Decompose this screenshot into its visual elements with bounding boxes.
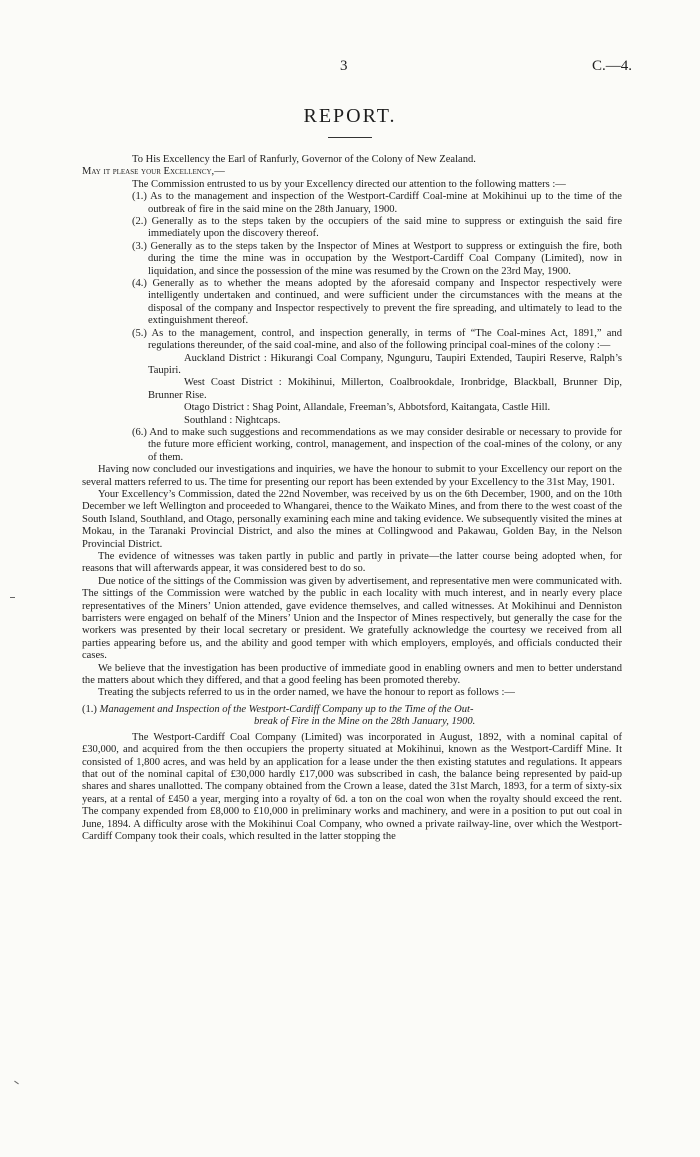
body-paragraph: The Westport-Cardiff Coal Company (Limited) was incorporated in August, 1892, with a nominal capital of £30,000, and acquired from the then occupiers the property situated at Mokihinui, known as the Westport-Cardiff Mine. It consisted of 1,800 acres, and was held by an application for a lease under the then existing statutes and regulations. It appears that out of the nominal capital of £30,000 hardly £17,000 was subscribed in cash, the balance being represented by paid-up shares and shares unallotted. The company obtained from the Crown a lease, dated the 31st March, 1893, for a term of sixty-six years, at a rental of £450 a year, merging into a royalty of 6d. a ton on the coal won when the royalty should exceed the rent. The company expended from £8,000 to £10,000 in preliminary works and machinery, and were in a position to put out coal in June, 1894. A difficulty arose with the Mokihinui Coal Company, who owned a private railway-line, over which the Westport-Cardiff Company took their coals, which resulted in the latter stopping the	[82, 731, 622, 842]
report-body	[82, 154, 622, 843]
matter-item: (3.) Generally as to the steps taken by the Inspector of Mines at Westport to suppress or extinguish the fire, both during the time the mine was in occupation by the Westport-Cardiff Coal Company (Limited), now in liquidation, and since the possession of the mine was resumed by the Crown on the 23rd May, 1900.	[132, 240, 622, 277]
body-paragraph: Your Excellency’s Commission, dated the 22nd November, was received by us on the 6th December, 1900, and on the 10th December we left Wellington and proceeded to Whangarei, thence to the Waikato Mines, and from there to the west coast of the South Island, Southland, and Otago, personally examining each mine and taking evidence. We subsequently visited the mines at Mokau, in the Taranaki Provincial District, and also the mines at Collingwood and Pakawau, Golden Bay, in the Nelson Provincial District.	[82, 488, 622, 550]
section-heading-line: Management and Inspection of the Westport-Cardiff Company up to the Time of the Out-	[99, 703, 474, 715]
body-paragraph: Due notice of the sittings of the Commission was given by advertisement, and representative men were communicated with. The sittings of the Commission were watched by the public in each locality with much interest, and in nearly every place representatives of the Miners’ Union attended, gave evidence themselves, and called witnesses. At Mokihinui and Denniston barristers were engaged on behalf of the Miners’ Union and the Inspector of Mines respectively, but generally the case for the workers was presented by their local secretary or president. We gratefully acknowledge the courtesy we received from all parties appearing before us, and the ability and good temper with which employers, employés, and officials conducted their cases.	[82, 575, 622, 662]
body-paragraph: Having now concluded our investigations and inquiries, we have the honour to submit to your Excellency our report on the several matters referred to us. The time for presenting our report has been extended by your Excellency to the 31st May, 1901.	[82, 464, 622, 488]
scan-mark	[10, 597, 15, 598]
district-list-item: Southland : Nightcaps.	[184, 414, 281, 426]
matter-item: (4.) Generally as to whether the means adopted by the aforesaid company and Inspector respectively were intelligently undertaken and continued, and were sufficient under the circumstances with the means at the disposal of the company and Inspector respectively to prevent the fire spreading, and ultimately to lead to the extinguishment thereof.	[132, 278, 622, 327]
page-title: REPORT.	[303, 105, 397, 127]
body-paragraph: Treating the subjects referred to us in the order named, we have the honour to report as follows :—	[98, 687, 515, 699]
title-rule	[328, 137, 372, 138]
page-number: 3	[340, 58, 348, 74]
matter-item: (1.) As to the management and inspection of the Westport-Cardiff Coal-mine at Mokihinui up to the time of the outbreak of fire in the said mine on the 28th January, 1900.	[132, 191, 622, 215]
addressee: To His Excellency the Earl of Ranfurly, Governor of the Colony of New Zealand.	[132, 154, 476, 165]
matter-item: (6.) And to make such suggestions and recommendations as we may consider desirable or necessary to provide for the future more efficient working, control, management, and inspection of the coal-mines of the colony, or any of them.	[132, 426, 622, 463]
document-reference: C.—4.	[591, 58, 632, 74]
scan-mark	[14, 1081, 19, 1085]
district-list-item: Otago District : Shag Point, Allandale, Freeman’s, Abbotsford, Kaitangata, Castle Hill.	[184, 402, 551, 414]
section-number: (1.)	[82, 703, 97, 715]
body-paragraph: The evidence of witnesses was taken partly in public and partly in private—the latter course being adopted when, for reasons that will afterwards appear, it was considered best to do so.	[82, 551, 622, 575]
matter-item: (5.) As to the management, control, and inspection generally, in terms of “The Coal-mines Act, 1891,” and regulations thereunder, of the said coal-mine, and also of the following principal coal-mines of the colony :—	[132, 327, 622, 352]
matter-item: (2.) Generally as to the steps taken by the occupiers of the said mine to suppress or extinguish the said fire immediately upon the discovery thereof.	[132, 216, 622, 240]
district-list-item: West Coast District : Mokihinui, Millerton, Coalbrookdale, Ironbridge, Blackball, Brunner Dip, Brunner Rise.	[148, 377, 622, 401]
district-list-item: Auckland District : Hikurangi Coal Company, Ngunguru, Taupiri Extended, Taupiri Reserve, Ralph’s Taupiri.	[148, 352, 622, 376]
section-heading-line: break of Fire in the Mine on the 28th January, 1900.	[254, 716, 476, 728]
salutation: May it please your Excellency,—	[82, 166, 225, 178]
body-paragraph: We believe that the investigation has been productive of immediate good in enabling owners and men to better understand the matters about which they differed, and that a good feeling has been promoted thereby.	[82, 662, 622, 687]
intro-paragraph: The Commission entrusted to us by your Excellency directed our attention to the following matters :—	[132, 178, 566, 190]
section-heading	[82, 704, 622, 729]
